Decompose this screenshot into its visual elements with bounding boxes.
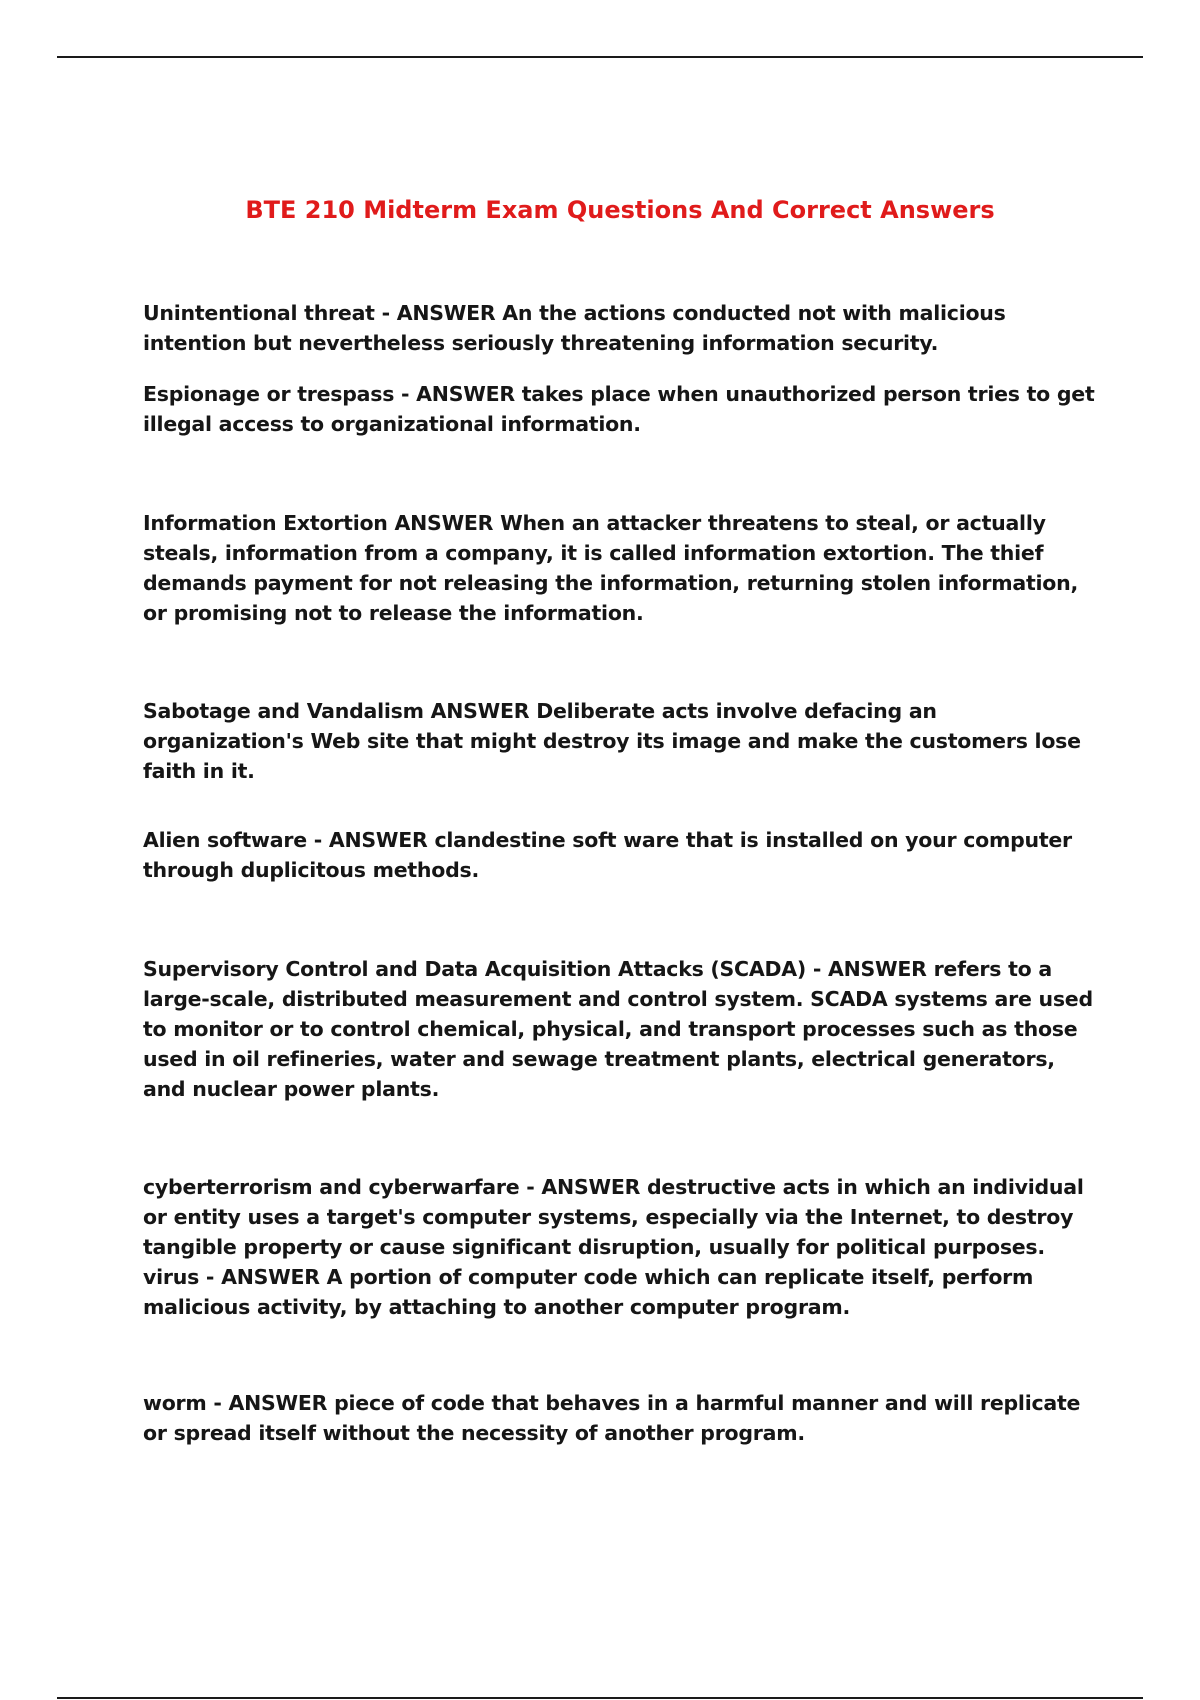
qa-entry-espionage: Espionage or trespass - ANSWER takes place when unauthorized person tries to get illegal access to organizational information. bbox=[143, 382, 1095, 436]
bottom-divider bbox=[57, 1697, 1143, 1699]
qa-entry-information-extortion: Information Extortion ANSWER When an attacker threatens to steal, or actually steals, information from a company, it is called information extortion. The thief demands payment for not releasing the information, returning stolen information, or promising not to release the information. bbox=[143, 511, 1078, 625]
qa-entry-alien-software: Alien software - ANSWER clandestine soft ware that is installed on your computer through duplicitous methods. bbox=[143, 828, 1072, 882]
document-title: BTE 210 Midterm Exam Questions And Correct Answers bbox=[245, 196, 995, 224]
qa-entry-cyberterrorism: cyberterrorism and cyberwarfare - ANSWER destructive acts in which an individual or entity uses a target's computer systems, especially via the Internet, to destroy tangible property or cause significant disruption, usually for political purposes. virus - ANSWER A portion of computer code which can replicate itself, perform malicious activity, by attaching to another computer program. bbox=[143, 1175, 1084, 1319]
qa-entry-sabotage-vandalism: Sabotage and Vandalism ANSWER Deliberate acts involve defacing an organization's Web site that might destroy its image and make the customers lose faith in it. bbox=[143, 699, 1081, 783]
qa-entry-worm: worm - ANSWER piece of code that behaves in a harmful manner and will replicate or spread itself without the necessity of another program. bbox=[143, 1391, 1081, 1445]
qa-entry-scada: Supervisory Control and Data Acquisition Attacks (SCADA) - ANSWER refers to a large-scale, distributed measurement and control system. SCADA systems are used to monitor or to control chemical, physical, and transport processes such as those used in oil refineries, water and sewage treatment plants, electrical generators, and nuclear power plants. bbox=[143, 957, 1093, 1101]
qa-entry-unintentional-threat: Unintentional threat - ANSWER An the actions conducted not with malicious intention but nevertheless seriously threatening information security. bbox=[143, 301, 1006, 355]
top-divider bbox=[57, 56, 1143, 58]
